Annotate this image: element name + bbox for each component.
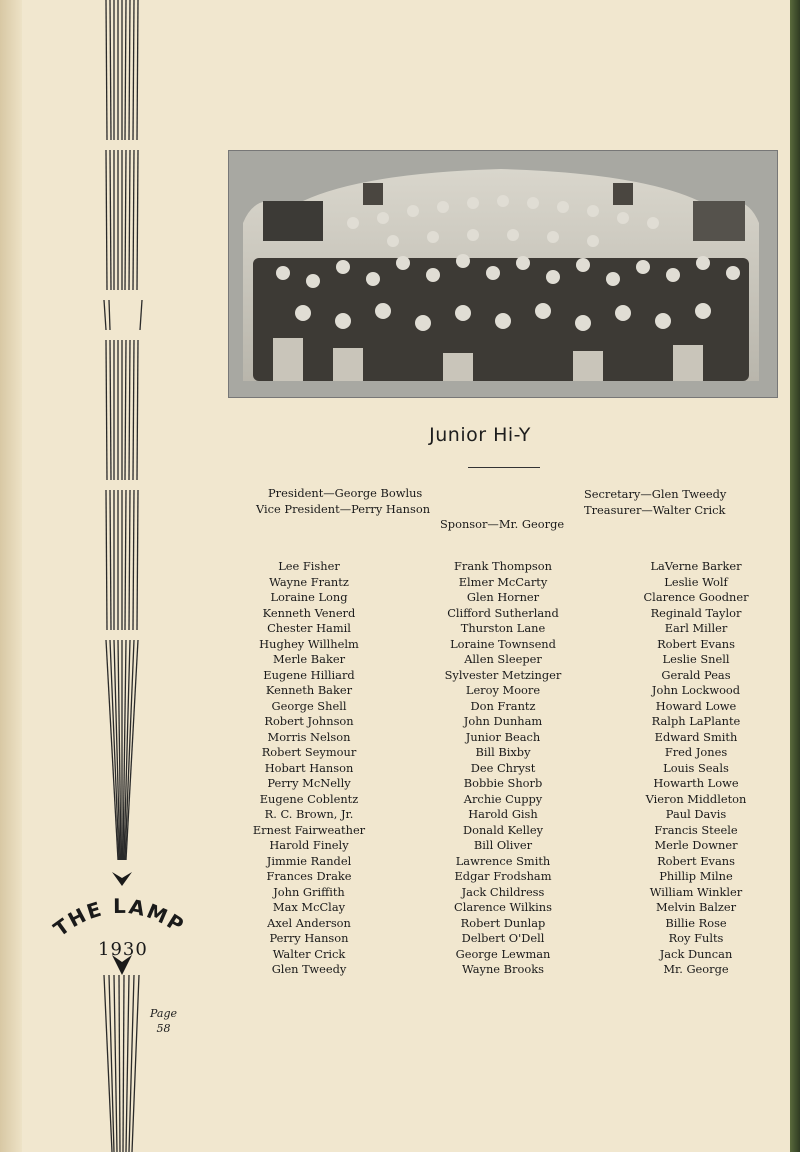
- member-name: Leroy Moore: [465, 683, 541, 697]
- member-name: Donald Kelley: [462, 822, 544, 837]
- member-name: Frank Thompson: [454, 559, 552, 573]
- member-name: Delbert O'Dell: [461, 931, 545, 945]
- member-name: Perry Hanson: [269, 931, 349, 945]
- officer-sponsor: Sponsor—Mr. George: [440, 517, 565, 531]
- member-name: Clifford Sutherland: [447, 605, 559, 620]
- member-name: Max McClay: [272, 900, 346, 914]
- page-number-label: [150, 1006, 177, 1036]
- page-spine: [0, 0, 22, 1152]
- member-name: Elmer McCarty: [458, 574, 548, 589]
- member-name: Ernest Fairweather: [252, 822, 366, 837]
- member-name: Loraine Townsend: [450, 636, 556, 651]
- member-name: Clarence Goodner: [643, 590, 749, 604]
- member-name: Kenneth Venerd: [262, 605, 356, 620]
- member-name: Bill Bixby: [475, 745, 531, 759]
- officer-treasurer: Treasurer—Walter Crick: [584, 503, 726, 517]
- member-name: Robert Seymour: [261, 745, 357, 759]
- member-name: Chester Hamil: [267, 621, 351, 635]
- member-name: Bobbie Shorb: [463, 776, 543, 790]
- member-name: Frances Drake: [266, 869, 352, 883]
- member-name: George Lewman: [455, 946, 551, 961]
- member-name: Morris Nelson: [267, 729, 351, 744]
- page-number: 58: [156, 1022, 171, 1035]
- member-name: Axel Anderson: [267, 915, 351, 930]
- member-name: Melvin Balzer: [655, 900, 737, 914]
- member-name: Robert Dunlap: [460, 915, 546, 930]
- member-name: Reginald Taylor: [650, 605, 742, 620]
- member-name: Merle Baker: [272, 652, 346, 666]
- group-photo: [243, 163, 759, 381]
- member-name: Edward Smith: [654, 729, 738, 744]
- member-name: Ralph LaPlante: [651, 714, 741, 728]
- member-name: Wayne Frantz: [269, 574, 349, 589]
- member-name: Billie Rose: [665, 915, 727, 930]
- member-column-3: [601, 559, 791, 978]
- member-name: Vieron Middleton: [645, 791, 747, 806]
- member-name: Junior Beach: [465, 729, 541, 744]
- member-name: Perry McNelly: [267, 776, 351, 790]
- member-name: Clarence Wilkins: [454, 900, 552, 914]
- member-name: Dee Chryst: [470, 760, 536, 775]
- member-name: Roy Fults: [668, 931, 724, 945]
- officer-secretary: Secretary—Glen Tweedy: [584, 487, 727, 501]
- member-name: Howarth Lowe: [653, 776, 739, 790]
- member-name: George Shell: [271, 698, 347, 713]
- member-name: Paul Davis: [665, 807, 727, 821]
- officer-vice-president: Vice President—Perry Hanson: [256, 502, 431, 516]
- art-deco-ray-column: [90, 0, 160, 1152]
- officer-president: President—George Bowlus: [268, 486, 423, 500]
- member-name: R. C. Brown, Jr.: [264, 807, 354, 821]
- member-name: Eugene Coblentz: [259, 791, 359, 806]
- member-column-1: [214, 559, 404, 978]
- book-cover-edge: [790, 0, 800, 1152]
- member-name: Bill Oliver: [473, 838, 533, 852]
- member-name: Jack Duncan: [659, 946, 733, 961]
- member-name: Don Frantz: [470, 698, 536, 713]
- member-name: Archie Cuppy: [463, 791, 543, 806]
- member-name: Leslie Wolf: [664, 574, 728, 589]
- member-name: Harold Gish: [468, 807, 538, 821]
- yearbook-year: 1930: [98, 939, 148, 960]
- member-name: Robert Evans: [657, 853, 735, 868]
- member-name: Sylvester Metzinger: [444, 667, 562, 682]
- member-name: Phillip Milne: [659, 869, 733, 883]
- member-name: Robert Johnson: [264, 714, 354, 728]
- member-name: Francis Steele: [654, 822, 738, 837]
- member-name: Wayne Brooks: [462, 962, 544, 976]
- member-name: John Dunham: [463, 714, 543, 728]
- member-name: Glen Horner: [466, 590, 540, 604]
- member-name: Louis Seals: [663, 760, 729, 775]
- title-rule: [468, 467, 540, 468]
- member-name: Eugene Hilliard: [263, 667, 355, 682]
- member-name: Jimmie Randel: [266, 853, 352, 868]
- member-name: Howard Lowe: [655, 698, 737, 713]
- member-name: Robert Evans: [657, 636, 735, 651]
- member-name: Lawrence Smith: [455, 853, 551, 868]
- member-name: Lee Fisher: [278, 559, 340, 573]
- member-name: William Winkler: [649, 884, 743, 899]
- member-name: Thurston Lane: [460, 621, 546, 635]
- member-name: John Griffith: [273, 884, 345, 899]
- member-name: Gerald Peas: [661, 667, 731, 682]
- member-name: Earl Miller: [664, 621, 728, 635]
- member-name: Loraine Long: [270, 590, 348, 604]
- page-label: Page: [150, 1007, 178, 1020]
- member-name: Fred Jones: [664, 745, 728, 759]
- member-name: Jack Childress: [461, 884, 545, 899]
- member-name: LaVerne Barker: [650, 559, 742, 573]
- member-name: Leslie Snell: [662, 652, 730, 666]
- member-name: Allen Sleeper: [464, 652, 542, 666]
- page-title: Junior Hi-Y: [429, 424, 531, 446]
- member-name: Kenneth Baker: [265, 683, 353, 697]
- member-name: Hobart Hanson: [264, 760, 354, 775]
- member-name: John Lockwood: [651, 683, 741, 697]
- member-column-2: [408, 559, 598, 978]
- member-name: Glen Tweedy: [271, 962, 347, 976]
- member-name: Mr. George: [663, 962, 729, 976]
- member-name: Hughey Willhelm: [259, 636, 359, 651]
- svg-text:THE LAMP: THE LAMP: [48, 893, 190, 942]
- member-name: Harold Finely: [269, 838, 349, 852]
- member-name: Walter Crick: [272, 946, 346, 961]
- member-name: Merle Downer: [654, 838, 738, 852]
- member-name: Edgar Frodsham: [454, 869, 552, 883]
